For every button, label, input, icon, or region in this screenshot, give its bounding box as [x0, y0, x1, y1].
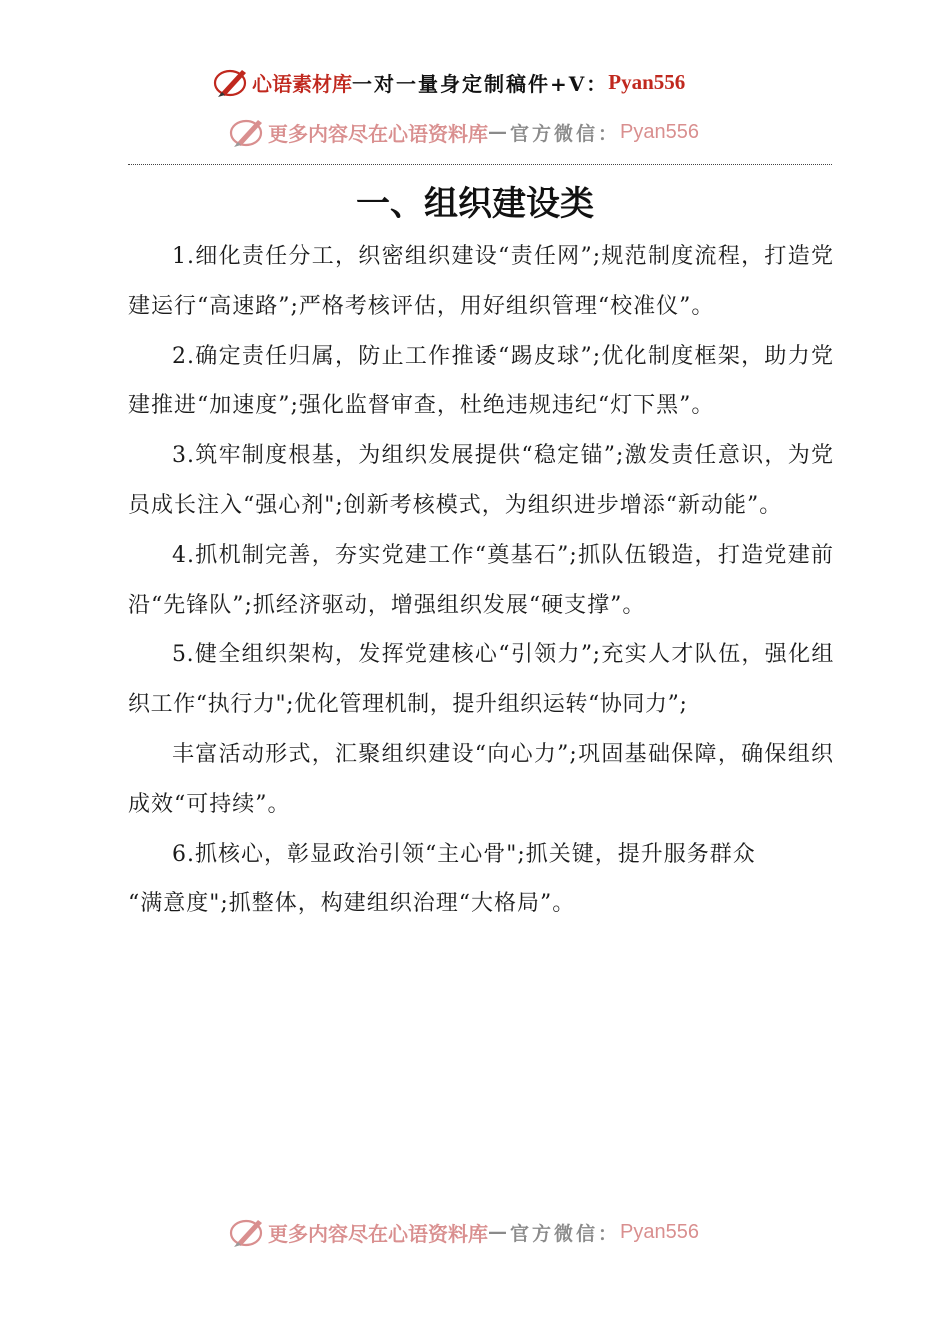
header-banner	[212, 62, 685, 102]
watermark-text: 更多内容尽在心语资料库	[268, 121, 488, 146]
watermark-label: 官方微信：	[510, 122, 621, 145]
footer-watermark-dash: —	[488, 1221, 510, 1243]
watermark-contact: Pyan556	[620, 120, 699, 143]
paragraph-5: 5.健全组织架构，发挥党建核心“引领力”;充实人才队伍，强化组织工作“执行力";优化管理机制，提升组织运转“协同力”;	[128, 642, 834, 718]
footer-watermark-text: 更多内容尽在心语资料库	[268, 1221, 488, 1246]
paragraph-5-continued: 丰富活动形式，汇聚组织建设“向心力”;巩固基础保障，确保组织成效“可持续”。	[128, 741, 834, 817]
paragraph-6: 6.抓核心，彰显政治引领“主心骨";抓关键，提升服务群众	[172, 841, 756, 867]
header-watermark	[228, 112, 699, 152]
paragraph-2: 2.确定责任归属，防止工作推诿“踢皮球”;优化制度框架，助力党建推进“加速度”;强化监督审查，杜绝违规违纪“灯下黑”。	[128, 343, 834, 419]
footer-watermark-label: 官方微信：	[510, 1222, 621, 1245]
pen-nib-logo-icon	[228, 114, 268, 150]
paragraph-6-continued: “满意度";抓整体，构建组织治理“大格局”。	[128, 891, 576, 917]
page-title: 一、组织建设类	[356, 184, 594, 224]
pen-nib-logo-icon	[212, 64, 252, 100]
paragraph-3: 3.筑牢制度根基，为组织发展提供“稳定锚”;激发责任意识，为党员成长注入“强心剂";创新考核模式，为组织进步增添“新动能”。	[128, 443, 834, 518]
paragraph-1: 1.细化责任分工，织密组织建设“责任网”;规范制度流程，打造党建运行“高速路”;严格考核评估，用好组织管理“校准仪”。	[128, 244, 834, 319]
header-contact: Pyan556	[608, 69, 686, 94]
pen-nib-logo-icon	[228, 1214, 268, 1250]
footer-watermark-contact: Pyan556	[620, 1220, 699, 1243]
document-body	[128, 232, 834, 929]
header-divider	[128, 164, 832, 165]
watermark-dash: —	[488, 121, 510, 143]
footer-watermark	[228, 1212, 699, 1252]
header-service: 一对一量身定制稿件+V：	[352, 71, 609, 96]
paragraph-4: 4.抓机制完善，夯实党建工作“奠基石”;抓队伍锻造，打造党建前沿“先锋队”;抓经济驱动，增强组织发展“硬支撑”。	[128, 542, 834, 618]
header-brand: 心语素材库	[252, 71, 352, 96]
